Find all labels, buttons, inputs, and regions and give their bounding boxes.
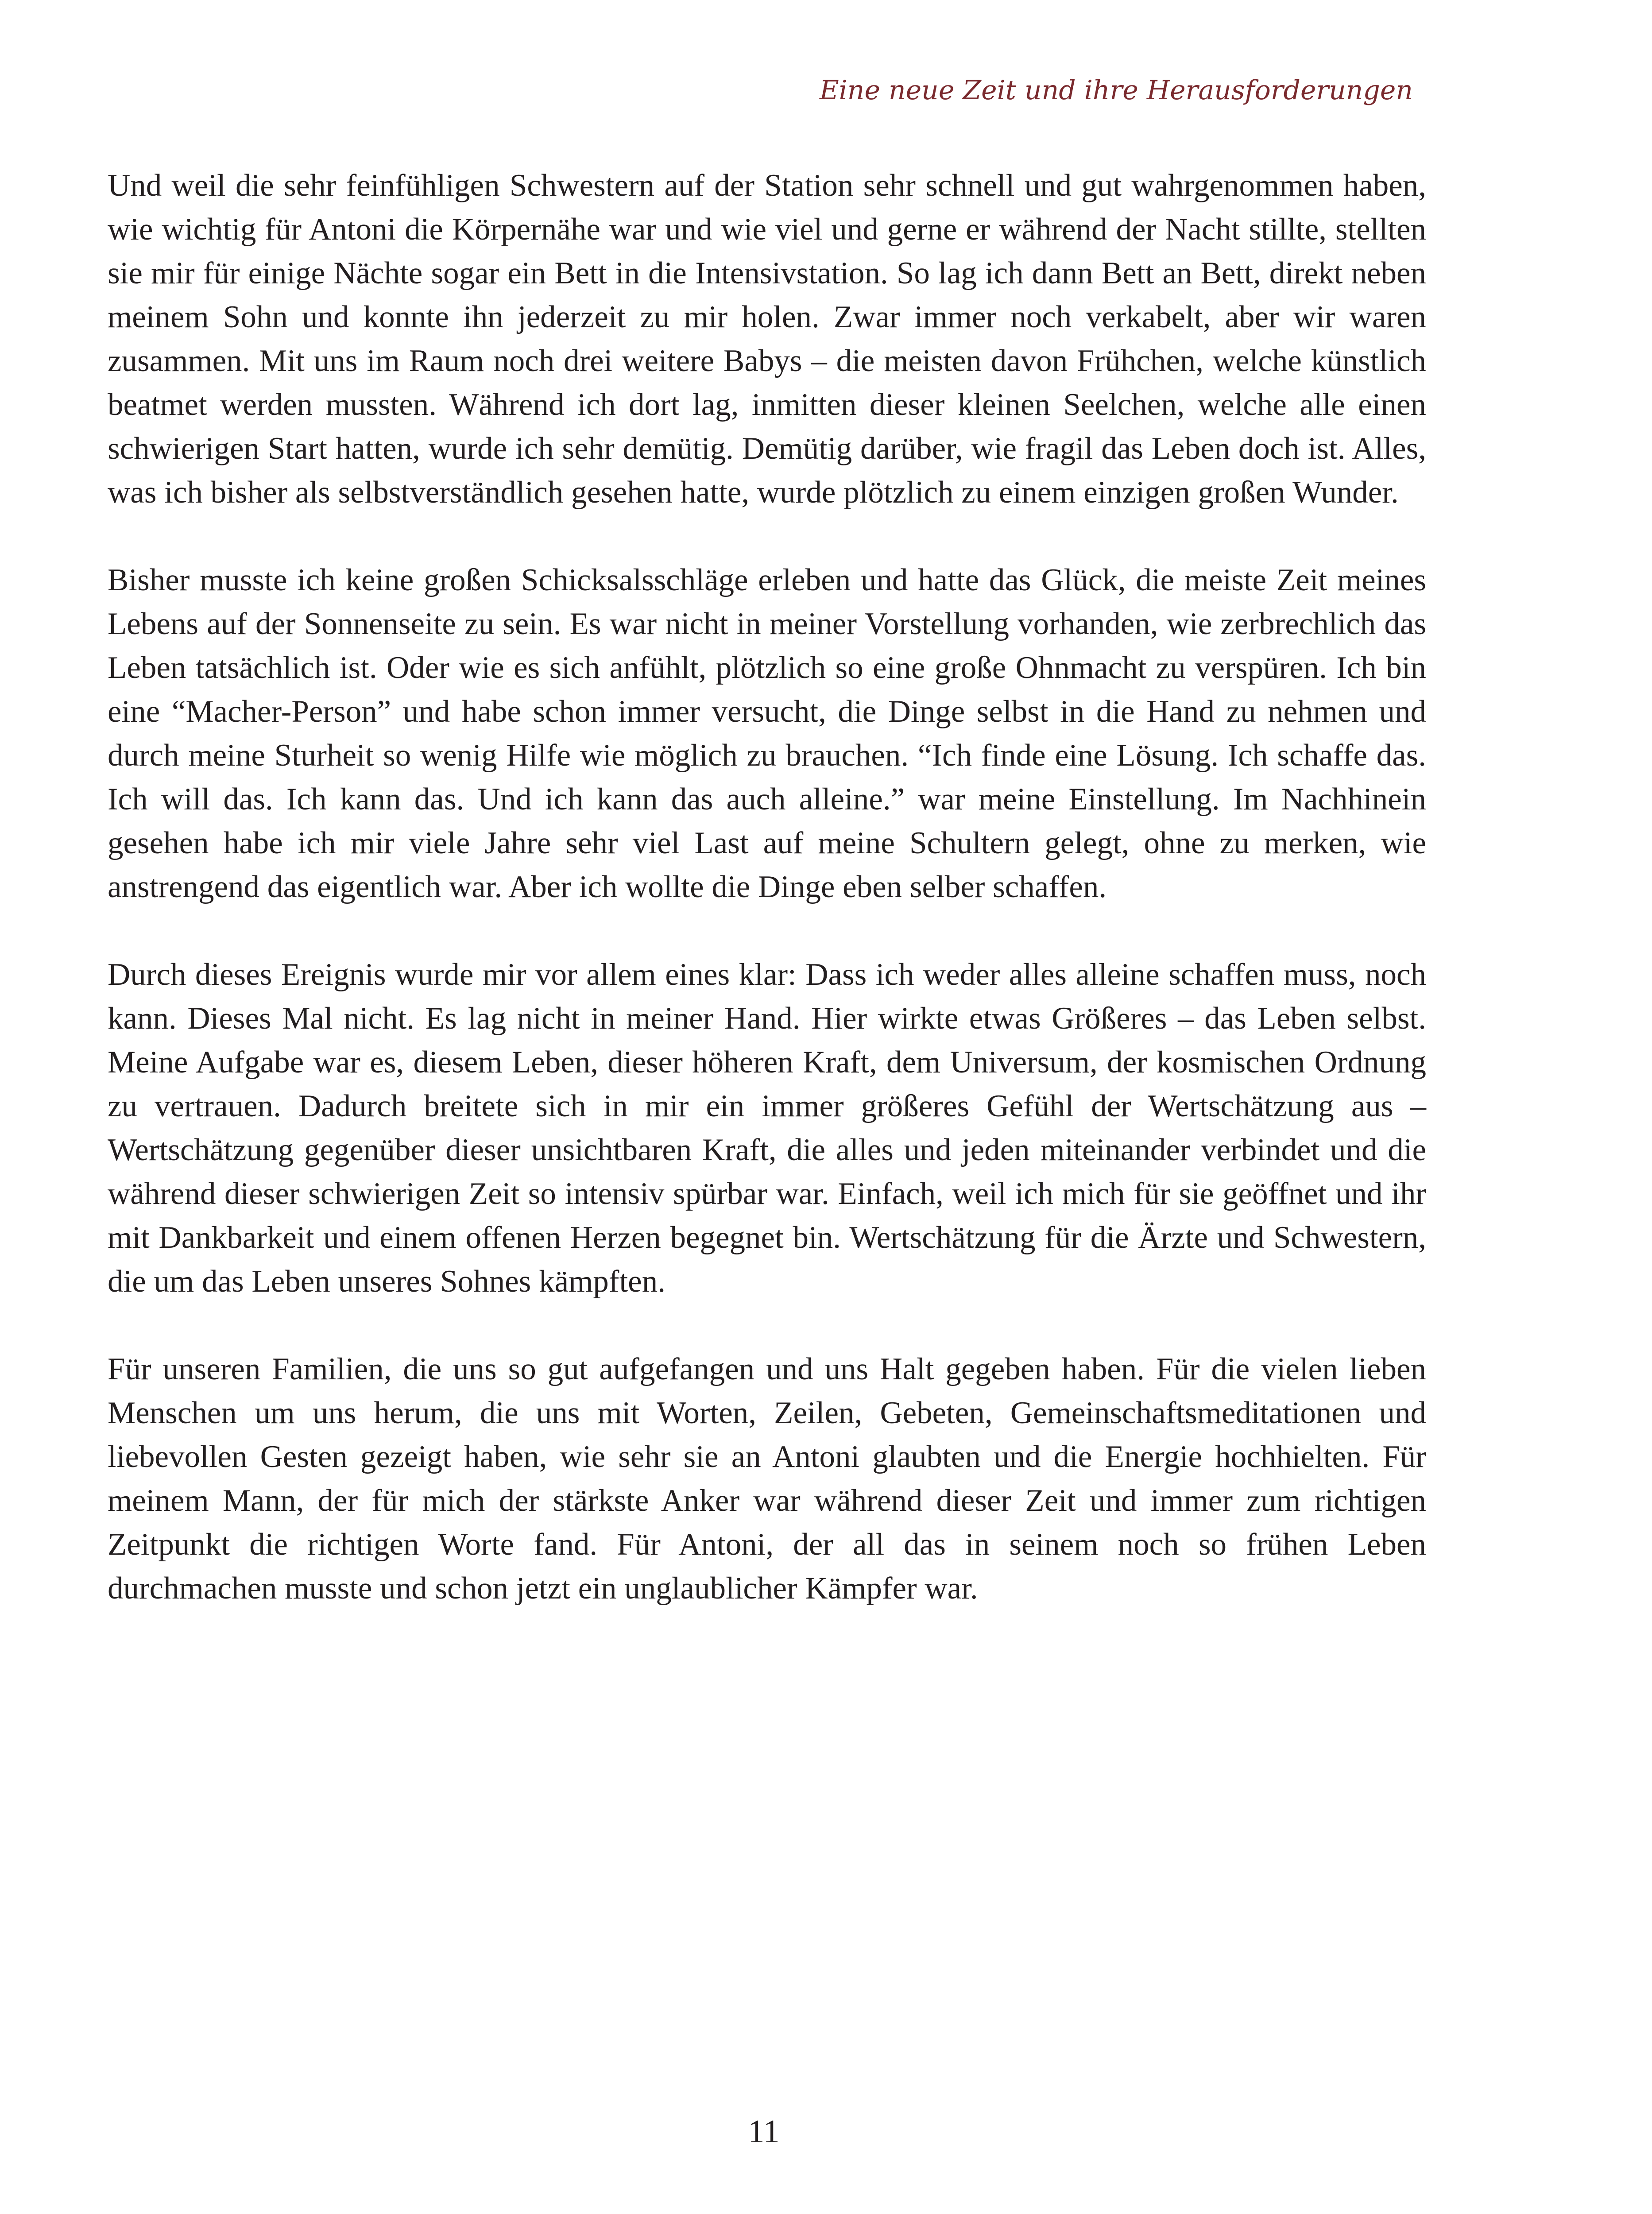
page-number: 11	[748, 2113, 780, 2150]
running-header: Eine neue Zeit und ihre Herausforderungen	[819, 75, 1413, 106]
paragraph: Und weil die sehr feinfühligen Schwestern auf der Station sehr schnell und gut wahrgenommen haben, wie wichtig für Antoni die Körpernähe war und wie viel und gerne er während der Nacht stillte, stellten sie mir für einige Nächte sogar ein Bett in die Intensivstation. So lag ich dann Bett an Bett, direkt neben meinem Sohn und konnte ihn jederzeit zu mir holen. Zwar immer noch verkabelt, aber wir waren zusammen. Mit uns im Raum noch drei weitere Babys – die meisten davon Frühchen, welche künstlich beatmet werden mussten. Während ich dort lag, inmitten dieser kleinen Seelchen, welche alle einen schwierigen Start hatten, wurde ich sehr demütig. Demütig darüber, wie fragil das Leben doch ist. Alles, was ich bisher als selbstverständlich gesehen hatte, wurde plötzlich zu einem einzigen großen Wunder.	[108, 168, 1426, 510]
page-body	[108, 164, 1426, 1610]
paragraph: Durch dieses Ereignis wurde mir vor allem eines klar: Dass ich weder alles alleine schaffen muss, noch kann. Dieses Mal nicht. Es lag nicht in meiner Hand. Hier wirkte etwas Größeres – das Leben selbst. Meine Aufgabe war es, diesem Leben, dieser höheren Kraft, dem Universum, der kosmischen Ordnung zu vertrauen. Dadurch breitete sich in mir ein immer größeres Gefühl der Wertschätzung aus – Wertschätzung gegenüber dieser unsichtbaren Kraft, die alles und jeden miteinander verbindet und die während dieser schwierigen Zeit so intensiv spürbar war. Einfach, weil ich mich für sie geöffnet und ihr mit Dankbarkeit und einem offenen Herzen begegnet bin. Wertschätzung für die Ärzte und Schwestern, die um das Leben unseres Sohnes kämpften.	[108, 957, 1426, 1299]
paragraph: Für unseren Familien, die uns so gut aufgefangen und uns Halt gegeben haben. Für die vielen lieben Menschen um uns herum, die uns mit Worten, Zeilen, Gebeten, Gemeinschaftsmeditationen und liebevollen Gesten gezeigt haben, wie sehr sie an Antoni glaubten und die Energie hochhielten. Für meinem Mann, der für mich der stärkste Anker war während dieser Zeit und immer zum richtigen Zeitpunkt die richtigen Worte fand. Für Antoni, der all das in seinem noch so frühen Leben durchmachen musste und schon jetzt ein unglaublicher Kämpfer war.	[108, 1352, 1426, 1606]
paragraph: Bisher musste ich keine großen Schicksalsschläge erleben und hatte das Glück, die meiste Zeit meines Lebens auf der Sonnenseite zu sein. Es war nicht in meiner Vorstellung vorhanden, wie zerbrechlich das Leben tatsächlich ist. Oder wie es sich anfühlt, plötzlich so eine große Ohnmacht zu verspüren. Ich bin eine “Macher-Person” und habe schon immer versucht, die Dinge selbst in die Hand zu nehmen und durch meine Sturheit so wenig Hilfe wie möglich zu brauchen. “Ich finde eine Lösung. Ich schaffe das. Ich will das. Ich kann das. Und ich kann das auch alleine.” war meine Einstellung. Im Nachhinein gesehen habe ich mir viele Jahre sehr viel Last auf meine Schultern gelegt, ohne zu merken, wie anstrengend das eigentlich war. Aber ich wollte die Dinge eben selber schaffen.	[108, 563, 1426, 904]
